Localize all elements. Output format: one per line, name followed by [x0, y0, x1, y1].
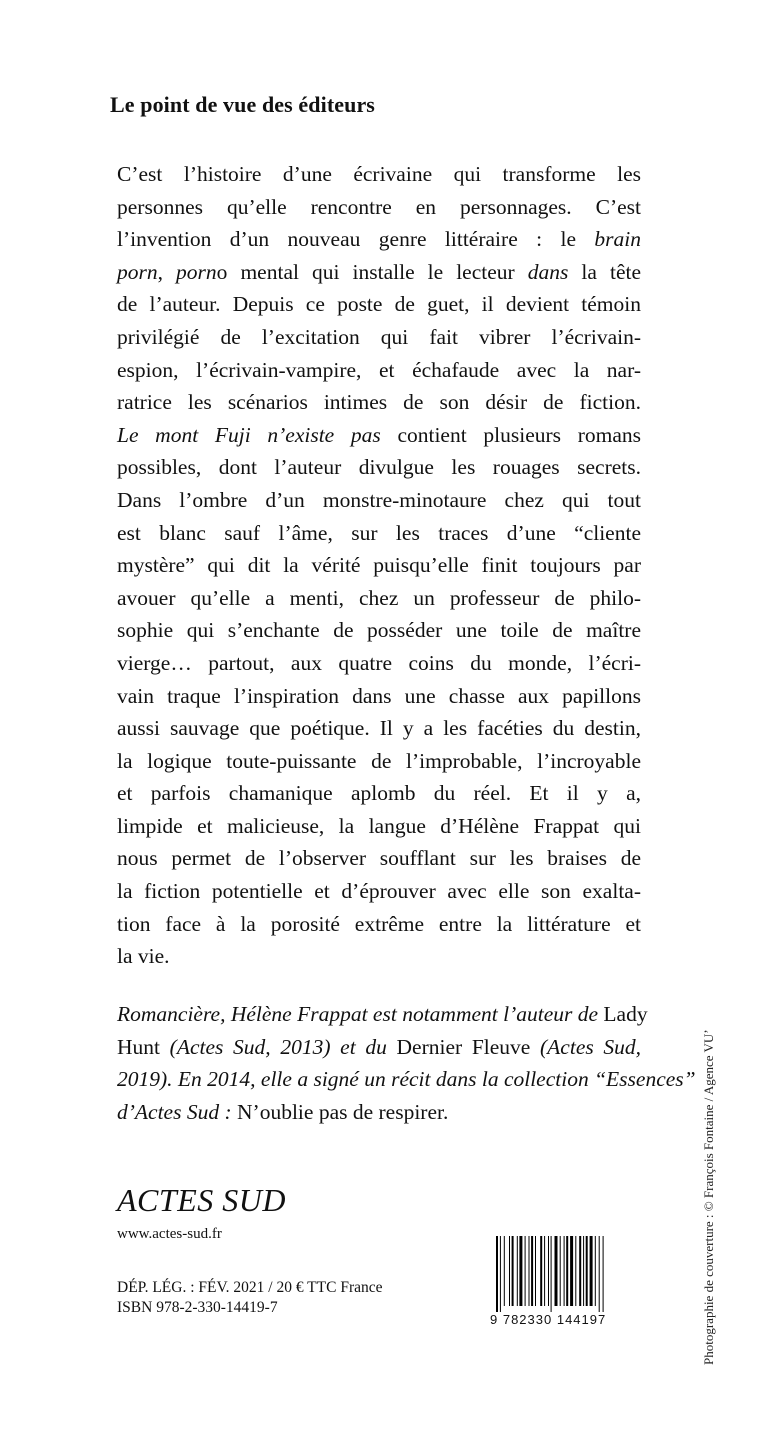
- heading: Le point de vue des éditeurs: [110, 92, 375, 117]
- summary-line-23: la fiction potentielle et d’éprouver avec elle son exalta-: [117, 879, 641, 904]
- barcode-bar: [540, 1236, 542, 1306]
- barcode-bar: [579, 1236, 581, 1306]
- barcode-bar: [500, 1236, 501, 1312]
- barcode-graphic: [488, 1236, 638, 1312]
- summary-line-11: Dans l’ombre d’un monstre-minotaure chez qui tout: [117, 487, 641, 512]
- barcode-bar: [544, 1236, 545, 1306]
- author-bio: [117, 998, 696, 1128]
- summary-line-17: vain traque l’inspiration dans une chasse aux papillons: [117, 683, 641, 708]
- barcode-bar: [525, 1236, 526, 1306]
- barcode-bar: [590, 1236, 593, 1306]
- summary-line-21: limpide et malicieuse, la langue d’Hélène Frappat qui: [117, 813, 641, 838]
- summary-line-14: avouer qu’elle a menti, chez un professeur de philo-: [117, 585, 641, 610]
- publisher-website: www.actes-sud.fr: [117, 1226, 222, 1242]
- summary-line-16: vierge… partout, aux quatre coins du monde, l’écri-: [117, 650, 641, 675]
- summary-line-22: nous permet de l’observer soufflant sur les braises de: [117, 846, 641, 871]
- barcode-bar: [583, 1236, 584, 1306]
- summary-line-6: privilégié de l’excitation qui fait vibrer l’écrivain-: [117, 324, 641, 349]
- summary-line-7: espion, l’écrivain-vampire, et échafaude avec la nar-: [117, 357, 641, 382]
- summary-line-3: l’invention d’un nouveau genre littéraire : le brain: [117, 227, 641, 252]
- summary-line-9: Le mont Fuji n’existe pas contient plusieurs romans: [117, 422, 641, 447]
- barcode-bar: [529, 1236, 530, 1306]
- bio-line-3: 2019). En 2014, elle a signé un récit dans la collection “Essences”: [117, 1067, 696, 1092]
- barcode-bar: [504, 1236, 505, 1306]
- barcode-bar: [595, 1236, 596, 1306]
- barcode-bar: [599, 1236, 600, 1312]
- photo-credit: Photographie de couverture : © François Fontaine / Agence VU’: [701, 1029, 716, 1365]
- barcode-bar: [551, 1236, 552, 1312]
- barcode-bar: [509, 1236, 510, 1306]
- barcode-bar: [570, 1236, 573, 1306]
- bio-line-1: Romancière, Hélène Frappat est notamment l’auteur de Lady: [117, 1002, 648, 1026]
- summary-line-4: porn, porno mental qui installe le lecteur dans la tête: [117, 259, 642, 284]
- barcode-bar: [555, 1236, 558, 1306]
- bio-line-2: Hunt (Actes Sud, 2013) et du Dernier Fleuve (Actes Sud,: [117, 1034, 642, 1059]
- publisher-logo: ACTES SUD: [117, 1182, 286, 1218]
- barcode-bar: [496, 1236, 498, 1312]
- legal-deposit-price: DÉP. LÉG. : FÉV. 2021 / 20 € TTC France: [117, 1279, 383, 1296]
- publisher-summary: [117, 158, 641, 973]
- barcode-bar: [575, 1236, 576, 1306]
- barcode-digits: 9 782330 144197: [490, 1312, 607, 1327]
- barcode-bar: [603, 1236, 604, 1312]
- barcode-bar: [586, 1236, 588, 1306]
- summary-line-24: tion face à la porosité extrême entre la littérature et: [117, 911, 641, 936]
- summary-line-10: possibles, dont l’auteur divulgue les rouages secrets.: [117, 455, 641, 480]
- summary-line-25: la vie.: [117, 944, 170, 969]
- summary-line-13: mystère” qui dit la vérité puisqu’elle finit toujours par: [117, 553, 641, 578]
- summary-line-8: ratrice les scénarios intimes de son désir de fiction.: [117, 390, 641, 415]
- summary-line-1: C’est l’histoire d’une écrivaine qui transforme les: [117, 162, 641, 186]
- barcode-bar: [535, 1236, 536, 1306]
- barcode-bar: [531, 1236, 533, 1306]
- summary-line-15: sophie qui s’enchante de posséder une toile de maître: [117, 618, 641, 643]
- barcode-bar: [517, 1236, 518, 1306]
- barcode-bar: [566, 1236, 568, 1306]
- summary-line-20: et parfois chamanique aplomb du réel. Et il y a,: [117, 781, 641, 806]
- summary-line-18: aussi sauvage que poétique. Il y a les facéties du destin,: [117, 716, 641, 741]
- legal-info: [117, 1278, 383, 1318]
- isbn: ISBN 978-2-330-14419-7: [117, 1299, 278, 1316]
- barcode-bar: [512, 1236, 514, 1306]
- bio-line-4: d’Actes Sud : N’oublie pas de respirer.: [117, 1099, 449, 1124]
- summary-line-12: est blanc sauf l’âme, sur les traces d’une “cliente: [117, 520, 641, 545]
- summary-line-2: personnes qu’elle rencontre en personnages. C’est: [117, 194, 641, 219]
- barcode-bar: [548, 1236, 549, 1306]
- barcode-bar: [560, 1236, 561, 1306]
- summary-line-19: la logique toute-puissante de l’improbable, l’incroyable: [117, 748, 641, 773]
- barcode-bar: [519, 1236, 522, 1306]
- barcode-bar: [564, 1236, 565, 1306]
- summary-line-5: de l’auteur. Depuis ce poste de guet, il devient témoin: [117, 292, 641, 317]
